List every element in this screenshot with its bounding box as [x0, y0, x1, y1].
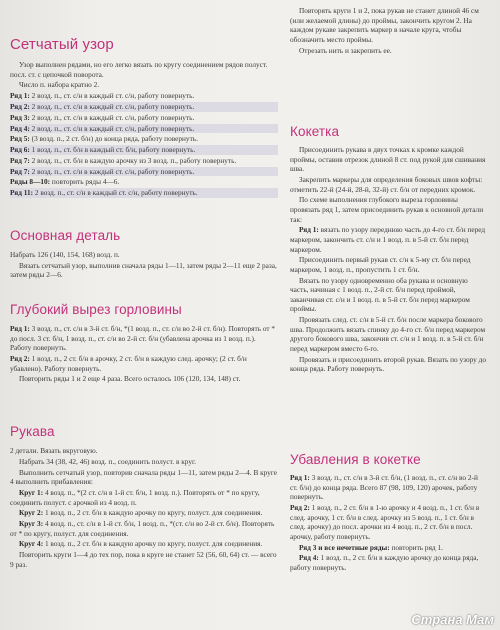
sleeve-p2: Набрать 34 (38, 42, 46) возд. п., соединить полуст. в круг. — [19, 456, 196, 466]
decrease-section — [290, 452, 487, 574]
mesh-section — [10, 36, 278, 199]
section-title-sleeve: Рукава — [10, 424, 55, 439]
main-p1: Набрать 126 (140, 154, 168) возд. п. — [10, 250, 120, 259]
section-title-neck: Глубокий вырез горловины — [10, 302, 182, 317]
section-title-decrease: Убавления в кокетке — [290, 452, 421, 467]
yoke-row-1: Ряд 1: вязать по узору переднюю часть до 4-го ст. б/н перед маркером, закончить ст. с/н и 1 возд. п. в 5-й ст. б/н перед маркером. — [290, 225, 486, 254]
top-p2: Отрезать нить и закрепить ее. — [299, 45, 392, 55]
mesh-row-3: Ряд 3: 2 возд. п., ст. с/н в каждый ст. с/н, работу повернуть. — [10, 112, 195, 122]
mesh-row-1: Ряд 1: 2 возд. п., ст. с/н в каждый ст. с/н, работу повернуть. — [10, 91, 195, 101]
sleeve-round-2: Круг 2: 1 возд. п., 2 ст. б/н в каждую арочку по кругу, полуст. для соединения. — [19, 508, 263, 518]
mesh-row-4: Ряд 4: 2 возд. п., ст. с/н в каждый ст. с/н, работу повернуть. — [10, 124, 278, 134]
sleeve-round-1: Круг 1: 4 возд. п., *(2 ст. с/н в 1-й ст. б/н, 1 возд. п.). Повторять от * по кругу, соединить полуст. с арочкой из 4 возд. п. — [10, 487, 260, 507]
neck-section — [10, 302, 278, 385]
mesh-row-7a: Ряд 7: 2 возд. п., ст. б/н в каждую арочку из 3 возд. п., работу повернуть. — [10, 155, 237, 165]
dec-row-2: Ряд 2: 1 возд. п., 2 ст. б/н в 1-ю арочку и 4 возд. п., 1 ст. б/н в след. арочку, 1 ст. б/н в след. арочку из 5 возд. п., 1 ст. б/н в след. арочку) до посл. арочки из 4 возд. п., 2 ст. б/н в посл. арочку, работу повернуть. — [290, 502, 480, 541]
yoke-p5: Вязать по узору одновременно оба рукава и основную часть, начиная с 1 возд. п., 2-й ст. б/н перед проймой, заканчивая ст. с/н и 1 возд. п. в 5-й ст. б/н перед маркером проймы. — [290, 275, 470, 314]
sleeve-round-3: Круг 3: 4 возд. п., ст. с/н в 1-й ст. б/н, 1 возд. п., *(ст. с/н во 2-й ст. б/н). Повторять от * по кругу, полуст. для соединения. — [10, 519, 275, 538]
watermark: Страна Мам — [411, 612, 494, 627]
mesh-intro: Узор выполнен рядами, но его легко вязать по кругу соединением рядов полуст. посл. ст. с цепочкой поворота. — [10, 60, 268, 79]
mesh-row-6: Ряд 6: 1 возд. п., ст. б/н в каждый ст. б/н, работу повернуть. — [10, 145, 278, 155]
top-p1: Повторять круги 1 и 2, пока рукав не станет длиной 46 см (или желаемой длины) до проймы, закончить кругом 2. На каждом рукаве закрепить маркер в начале круга, чтобы обозначить место проймы. — [290, 6, 479, 44]
mesh-row-2: Ряд 2: 2 возд. п., ст. с/н в каждый ст. с/н, работу повернуть. — [10, 102, 278, 112]
neck-row-1: Ряд 1: 3 возд. п., ст. с/н в 3-й ст. б/н, *(1 возд. п., ст. с/н во 2-й ст. б/н). Повторять от * до посл. 3 ст. б/н, 1 возд. п., ст. с/н во 2-й ст. б/н (убавлена арочка из 1 возд. п.). Работу повернуть. — [10, 324, 276, 353]
yoke-p4: Присоединить первый рукав ст. с/н к 5-му ст. б/н перед маркером, 1 возд. п., пропустить 1 ст. б/н. — [290, 255, 471, 274]
neck-row-2: Ряд 2: 1 возд. п., 2 ст. б/н в арочку, 2 ст. б/н в каждую след. арочку; (2 ст. б/н убавлено). Работу повернуть. — [10, 353, 247, 373]
section-title-yoke: Кокетка — [290, 124, 340, 139]
section-title-main: Основная деталь — [10, 228, 121, 243]
mesh-count: Число п. набора кратно 2. — [19, 80, 100, 90]
sleeve-section — [10, 424, 278, 571]
sleeve-round-4: Круг 4: 1 возд. п., 2 ст. б/н в каждую арочку по кругу, полуст. для соединения. — [19, 539, 263, 549]
section-title-mesh: Сетчатый узор — [10, 36, 114, 53]
main-section — [10, 228, 278, 281]
neck-p3: Повторить ряды 1 и 2 еще 4 раза. Всего осталось 106 (120, 134, 148) ст. — [19, 374, 241, 384]
mesh-row-5: Ряд 5: (3 возд. п., 2 ст. б/н) до конца ряда, работу повернуть. — [10, 134, 198, 144]
yoke-p1: Присоединить рукава в двух точках к кромке каждой проймы, оставив отрезок длиной 8 ст. под рукой для сшивания шва. — [290, 145, 486, 174]
yoke-section — [290, 124, 487, 375]
mesh-row-11: Ряд 11: 2 возд. п., ст. с/н в каждый ст. с/н, работу повернуть. — [10, 188, 278, 198]
yoke-p2: Закрепить маркеры для определения боковых швов кофты: отметить 22-й (24-й, 28-й, 32-й) ст. б/н от передних кромок. — [290, 174, 483, 194]
main-p2: Вязать сетчатый узор, выполнив сначала ряды 1—11, затем ряды 2—11 еще 2 раза, затем ряды 2—6. — [10, 260, 277, 280]
sleeve-p1: 2 детали. Вязать вкруговую. — [10, 446, 98, 455]
mesh-rows-8-10: Ряды 8—10: повторить ряды 4—6. — [10, 177, 120, 187]
sleeve-continued — [290, 6, 487, 56]
dec-row-4: Ряд 4: 1 возд. п., 2 ст. б/н в каждую арочку до конца ряда, работу повернуть. — [290, 553, 479, 572]
dec-row-1: Ряд 1: 3 возд. п., ст. с/н в 3-й ст. б/н, (1 возд. п., ст. с/н во 2-й ст. б/н) до конца ряда. Всего 87 (98, 109, 120) арочек, работу повернуть. — [290, 473, 478, 502]
sleeve-p4: Повторить круги 1—4 до тех пор, пока в круге не станет 52 (56, 60, 64) ст. — всего 9 раз. — [10, 550, 277, 569]
yoke-p6: Провязать след. ст. с/н в 5-й ст. б/н после маркера бокового шва. Продолжить вязать спинку до 4-го ст. б/н перед маркером другого бокового шва, закончив ст. с/н и 1 возд. п. в 5-й ст. б/н перед маркером вместо 6-го. — [290, 315, 486, 353]
yoke-p7: Провязать и присоединить второй рукав. Вязать по узору до конца ряда. Работу повернуть. — [290, 354, 487, 374]
dec-row-3: Ряд 3 и все нечетные ряды: повторить ряд 1. — [299, 542, 443, 552]
mesh-row-7b: Ряд 7: 2 возд. п., ст. с/н в каждый ст. с/н, работу повернуть. — [10, 167, 278, 177]
yoke-p3: По схеме выполнения глубокого выреза горловины провязать ряд 1, затем присоединить рукав к основной детали так: — [290, 195, 484, 224]
sleeve-p3: Выполнить сетчатый узор, повторив сначала ряды 1—11, затем ряды 2—4. В круге 4 выполнить прибавления: — [10, 467, 278, 487]
